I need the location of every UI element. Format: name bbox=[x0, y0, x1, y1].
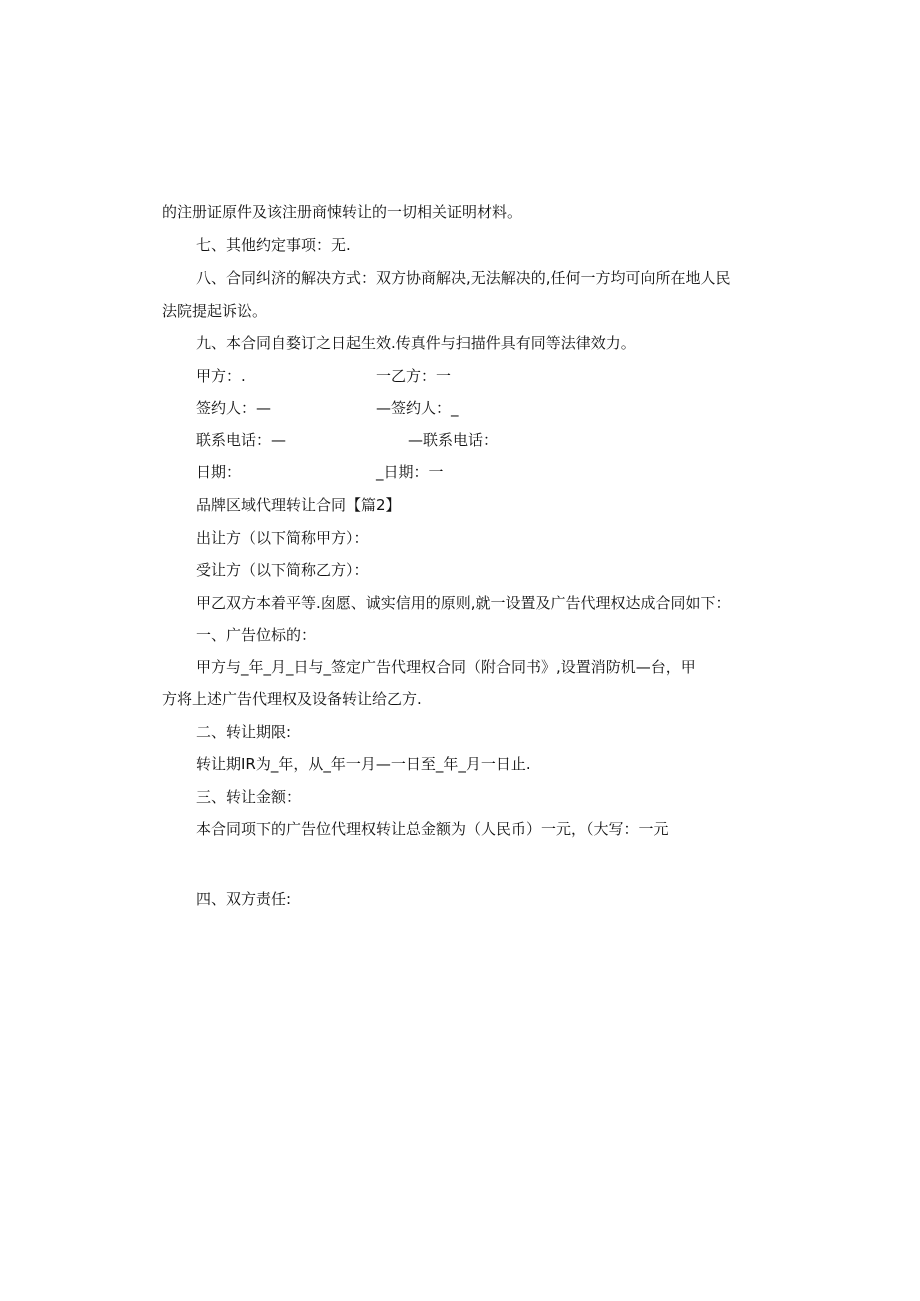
transferee-label: 受让方（以下简称乙方）： bbox=[196, 561, 369, 579]
para-dispute-resolution-cont: 法院提起诉讼。 bbox=[162, 302, 268, 320]
date-a-label: 日期： bbox=[196, 463, 242, 481]
clause-4-heading: 四、双方责任: bbox=[196, 890, 292, 908]
para-effective-date: 九、本合同自婺订之日起生效.传真件与扫描件具有同等法律效力。 bbox=[196, 334, 636, 352]
date-b-label: _日期：一 bbox=[376, 463, 444, 481]
para-line-1: 的注册证原件及该注册商悚转让的一切相关证明材料。 bbox=[162, 203, 523, 221]
clause-3-body: 本合同项下的广告位代理权转让总金额为（人民币）一元，（大写：一元 bbox=[196, 820, 669, 838]
transferor-label: 出让方（以下简称甲方）： bbox=[196, 529, 369, 547]
para-principle: 甲乙双方本着平等.囱愿、诚实信用的原则,就一设置及广告代理权达成合同如下： bbox=[196, 594, 731, 612]
signer-b-label: —签约人：_ bbox=[376, 399, 459, 417]
para-other-terms: 七、其他约定事项：无. bbox=[196, 236, 351, 254]
section-title-part2: 品牌区域代理转让合同【篇2】 bbox=[196, 496, 401, 514]
clause-1-body: 甲方与_年_月_日与_签定广告代理权合同（附合同书》,设置消防机—台，甲 bbox=[196, 658, 696, 676]
phone-b-label: —联系电话： bbox=[408, 431, 499, 449]
clause-1-body-cont: 方将上述广告代理权及设备转让给乙方. bbox=[162, 690, 422, 708]
clause-2-body: 转让期IR为_年，从_年一月—一日至_年_月一日止. bbox=[196, 755, 531, 773]
clause-3-heading: 三、转让金额： bbox=[196, 788, 302, 806]
clause-2-heading: 二、转让期限: bbox=[196, 723, 292, 741]
party-a-label: 甲方：. bbox=[196, 367, 246, 385]
phone-a-label: 联系电话：— bbox=[196, 431, 287, 449]
signer-a-label: 签约人：— bbox=[196, 399, 272, 417]
party-b-label: 一乙方：一 bbox=[376, 367, 452, 385]
clause-1-heading: 一、广告位标的： bbox=[196, 626, 317, 644]
para-dispute-resolution: 八、合同纠济的解决方式：双方协商解决,无法解决的,任何一方均可向所在地人民 bbox=[196, 269, 731, 287]
